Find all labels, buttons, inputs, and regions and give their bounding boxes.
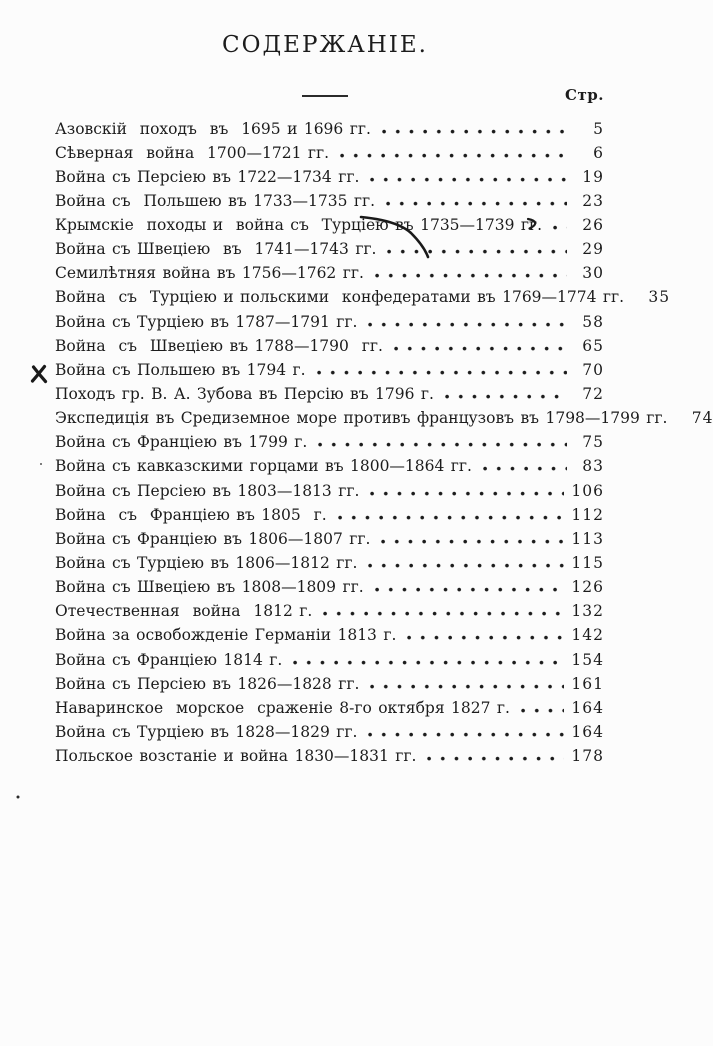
ink-speck (40, 463, 42, 465)
toc-entry (55, 552, 604, 576)
entry-page-number: 106 (571, 481, 604, 500)
toc-entry (55, 624, 604, 648)
dot-leader (379, 539, 564, 544)
entry-title: Семилѣтняя война въ 1756—1762 гг. (55, 264, 364, 283)
entry-title: Крымскіе походы и война съ Турціею въ 1735—1739 гг. (55, 216, 543, 235)
dot-leader (373, 587, 565, 592)
page-title: СОДЕРЖАНІЕ. (222, 32, 428, 58)
entry-title: Война съ Швеціею въ 1808—1809 гг. (55, 578, 364, 597)
page-column-label: Стр. (565, 86, 604, 104)
entry-title: Война съ Польшею въ 1794 г. (55, 360, 306, 379)
dot-leader (368, 491, 564, 496)
entry-page-number: 126 (571, 578, 604, 597)
dot-leader (368, 684, 564, 689)
dot-leader (443, 394, 567, 399)
dot-leader (291, 660, 564, 665)
entry-title: Война съ кавказскими горцами въ 1800—1864 гг. (55, 457, 472, 476)
entry-page-number: 70 (582, 360, 604, 379)
toc-entry (55, 527, 604, 551)
toc-entry (55, 431, 604, 455)
dot-leader (551, 225, 567, 230)
entry-title: Война съ Турціею въ 1806—1812 гг. (55, 554, 358, 573)
entry-title: Война съ Персіею въ 1803—1813 гг. (55, 481, 360, 500)
toc-entry (55, 455, 604, 479)
x-mark-annotation (34, 367, 46, 382)
entry-page-number: 164 (571, 723, 604, 742)
toc-entry (55, 648, 604, 672)
entry-title: Война съ Швеціею въ 1788—1790 гг. (55, 336, 383, 355)
entry-page-number: 58 (582, 312, 604, 331)
toc-entry (55, 262, 604, 286)
entry-page-number: 19 (582, 167, 604, 186)
entry-title: Война съ Турціею въ 1828—1829 гг. (55, 723, 358, 742)
dot-leader (384, 201, 567, 206)
toc-entry (55, 672, 604, 696)
entry-page-number: 75 (582, 433, 604, 452)
entry-page-number: 35 (648, 288, 671, 307)
dot-leader (321, 611, 564, 616)
entry-page-number: 154 (571, 650, 604, 669)
entry-page-number: 29 (582, 240, 604, 259)
entry-title: Походъ гр. В. А. Зубова въ Персію въ 1796 г. (55, 385, 434, 404)
dot-leader (368, 177, 567, 182)
toc-entry (55, 117, 604, 141)
toc-entry (55, 600, 604, 624)
entry-page-number: 6 (593, 143, 604, 162)
entry-title: Война съ Франціею въ 1805 г. (55, 505, 327, 524)
dot-leader (316, 442, 567, 447)
entry-page-number: 115 (571, 554, 604, 573)
entry-title: Война за освобожденіе Германіи 1813 г. (55, 626, 397, 645)
toc-entry (55, 238, 604, 262)
toc-entry (55, 383, 604, 407)
dot-leader (519, 708, 564, 713)
entry-page-number: 65 (582, 336, 604, 355)
entry-page-number: 23 (582, 191, 604, 210)
dot-leader (405, 635, 564, 640)
entry-title: Экспедиція въ Средиземное море противъ французовъ въ 1798—1799 гг. (55, 409, 668, 428)
entry-page-number: 30 (582, 264, 604, 283)
entry-title: Азовскій походъ въ 1695 и 1696 гг. (55, 119, 371, 138)
entry-page-number: 113 (571, 529, 604, 548)
entry-title: Война съ Швеціею въ 1741—1743 гг. (55, 240, 377, 259)
entry-page-number: 112 (571, 505, 604, 524)
ink-speck (17, 796, 20, 799)
entry-title: Война съ Польшею въ 1733—1735 гг. (55, 191, 376, 210)
toc-entry (55, 189, 604, 213)
entry-title: Война съ Турціею въ 1787—1791 гг. (55, 312, 358, 331)
entry-title: Война съ Франціею 1814 г. (55, 650, 283, 669)
toc-entry (55, 576, 604, 600)
dot-leader (425, 756, 564, 761)
dot-leader (366, 322, 567, 327)
toc-entry (55, 165, 604, 189)
toc-entry (55, 214, 604, 238)
toc-entry (55, 141, 604, 165)
toc-entry (55, 334, 604, 358)
dot-leader (481, 466, 567, 471)
entry-page-number: 74 (691, 409, 713, 428)
entry-page-number: 72 (582, 385, 604, 404)
toc-entry (55, 310, 604, 334)
dot-leader (385, 249, 567, 254)
toc-entry (55, 286, 671, 310)
toc-entry (55, 745, 604, 769)
entry-page-number: 5 (593, 119, 604, 138)
toc-entry (55, 696, 604, 720)
entry-title: Сѣверная война 1700—1721 гг. (55, 143, 330, 162)
x-mark-annotation (33, 367, 45, 382)
entry-page-number: 142 (571, 626, 604, 645)
entry-title: Польское возстаніе и война 1830—1831 гг. (55, 747, 417, 766)
entry-title: Отечественная война 1812 г. (55, 602, 313, 621)
entry-title: Война съ Франціею въ 1806—1807 гг. (55, 529, 371, 548)
entry-page-number: 161 (571, 674, 604, 693)
entry-title: Война съ Персіею въ 1722—1734 гг. (55, 167, 360, 186)
dot-leader (373, 273, 567, 278)
entry-title: Наваринское морское сраженіе 8-го октября 1827 г. (55, 698, 510, 717)
entry-page-number: 178 (571, 747, 604, 766)
dot-leader (366, 563, 564, 568)
dot-leader (338, 153, 567, 158)
toc-entry (55, 407, 713, 431)
title-divider-rule (302, 95, 348, 97)
dot-leader (380, 129, 567, 134)
dot-leader (392, 346, 567, 351)
toc-entry (55, 721, 604, 745)
dot-leader (315, 370, 567, 375)
toc-list (55, 117, 713, 769)
entry-page-number: 83 (582, 457, 604, 476)
entry-page-number: 164 (571, 698, 604, 717)
dot-leader (366, 732, 564, 737)
toc-entry (55, 479, 604, 503)
toc-entry (55, 503, 604, 527)
dot-leader (336, 515, 565, 520)
toc-entry (55, 358, 604, 382)
entry-title: Война съ Турціею и польскими конфедератами въ 1769—1774 гг. (55, 288, 625, 307)
entry-page-number: 132 (571, 602, 604, 621)
entry-title: Война съ Франціею въ 1799 г. (55, 433, 308, 452)
entry-title: Война съ Персіею въ 1826—1828 гг. (55, 674, 360, 693)
entry-page-number: 26 (582, 216, 604, 235)
